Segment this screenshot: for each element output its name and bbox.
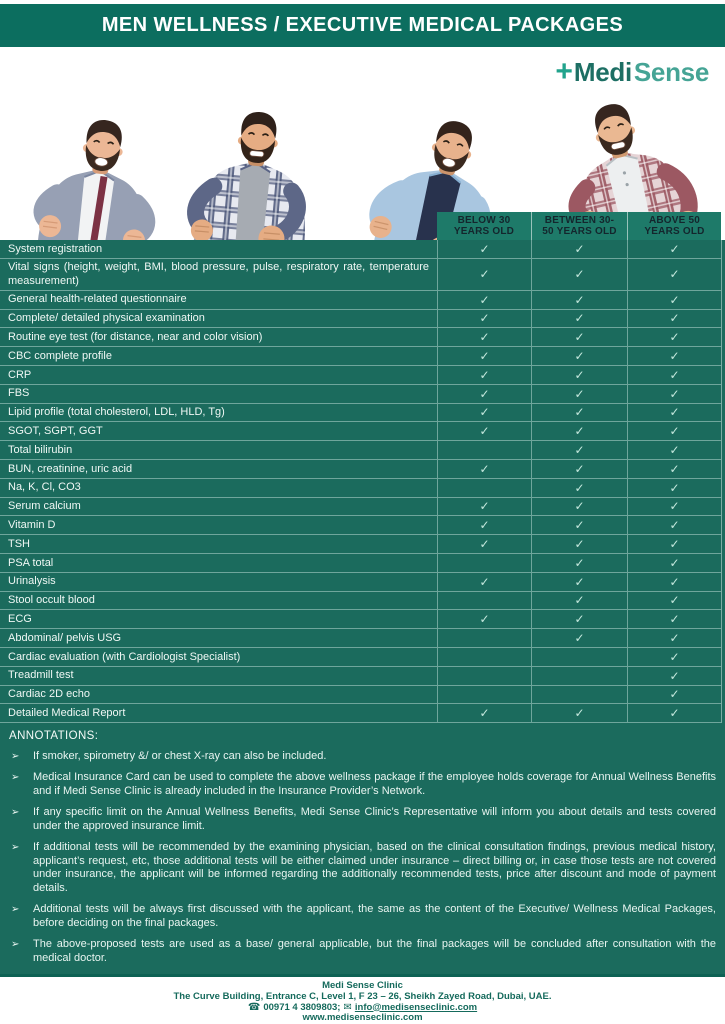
check-mark-cell [627, 498, 721, 516]
table-row [0, 460, 721, 479]
annotation-text: If additional tests will be recommended by the examining physician, based on the clinical consultation findings, previous medical history, applicant’s request, etc, those additional tests will be either claimed under insurance – direct billing or, in case those tests are not covered under insurance, the applicant will be informed regarding the additionally recommended tests, price after discount and mode of payment details. [33, 840, 716, 895]
table-row [0, 610, 721, 629]
column-header-below-30 [437, 212, 531, 240]
column-header-between-30-50 [531, 212, 627, 240]
check-mark-cell [437, 347, 531, 365]
logo-text-medi: Medi [573, 57, 632, 87]
check-mark-cell [627, 554, 721, 572]
check-mark-cell [437, 404, 531, 422]
check-icon: ✓ [574, 480, 585, 495]
check-mark-cell [627, 347, 721, 365]
check-icon: ✓ [479, 241, 490, 256]
test-name: Treadmill test [8, 669, 74, 682]
check-mark-cell [627, 291, 721, 309]
website: www.medisenseclinic.com [302, 1012, 423, 1024]
table-row [0, 479, 721, 498]
check-mark-cell [531, 441, 627, 459]
table-row [0, 592, 721, 611]
check-mark-cell [437, 516, 531, 534]
table-row [0, 259, 721, 291]
table-row [0, 328, 721, 347]
check-mark-cell [531, 592, 627, 610]
check-mark-cell [531, 310, 627, 328]
test-name: Abdominal/ pelvis USG [8, 631, 122, 644]
check-mark-cell [531, 516, 627, 534]
check-icon: ✓ [479, 537, 490, 552]
test-name: Cardiac evaluation (with Cardiologist Specialist) [8, 650, 241, 663]
check-mark-cell [531, 422, 627, 440]
check-icon: ✓ [479, 518, 490, 533]
test-name: Total bilirubin [8, 443, 73, 456]
table-row [0, 535, 721, 554]
annotations-heading: ANNOTATIONS: [9, 730, 99, 743]
table-row [0, 629, 721, 648]
check-mark-cell [627, 592, 721, 610]
check-icon: ✓ [574, 555, 585, 570]
check-icon: ✓ [574, 631, 585, 646]
check-icon: ✓ [669, 537, 680, 552]
check-mark-cell [531, 460, 627, 478]
check-icon: ✓ [574, 461, 585, 476]
test-name: TSH [8, 537, 30, 550]
check-icon: ✓ [669, 480, 680, 495]
check-icon: ✓ [669, 668, 680, 683]
check-mark-cell [437, 498, 531, 516]
check-icon: ✓ [669, 593, 680, 608]
check-mark-cell [531, 573, 627, 591]
check-mark-cell [437, 573, 531, 591]
table-row [0, 291, 721, 310]
check-icon: ✓ [574, 612, 585, 627]
check-mark-cell [531, 629, 627, 647]
test-name: Urinalysis [8, 575, 56, 588]
check-icon: ✓ [669, 405, 680, 420]
test-name: ECG [8, 612, 32, 625]
check-icon: ✓ [574, 405, 585, 420]
check-icon: ✓ [574, 267, 585, 282]
check-icon: ✓ [669, 424, 680, 439]
check-icon: ✓ [479, 367, 490, 382]
email-icon: ✉ [343, 1001, 352, 1013]
title-bar [0, 4, 725, 47]
check-icon: ✓ [479, 461, 490, 476]
check-icon: ✓ [669, 461, 680, 476]
check-icon: ✓ [669, 499, 680, 514]
check-mark-cell [627, 259, 721, 290]
check-icon: ✓ [669, 330, 680, 345]
test-name: System registration [8, 242, 103, 255]
check-icon: ✓ [574, 537, 585, 552]
check-mark-cell [437, 610, 531, 628]
test-name: CRP [8, 368, 32, 381]
check-icon: ✓ [574, 349, 585, 364]
check-mark-cell [437, 240, 531, 258]
arrow-bullet-icon: ➢ [11, 939, 20, 951]
check-mark-cell [627, 328, 721, 346]
table-row [0, 310, 721, 329]
check-mark-cell [531, 535, 627, 553]
check-mark-cell [531, 479, 627, 497]
check-mark-cell [627, 441, 721, 459]
table-row [0, 404, 721, 423]
check-icon: ✓ [669, 267, 680, 282]
check-mark-cell [627, 686, 721, 704]
check-icon: ✓ [479, 574, 490, 589]
column-header-above-50 [627, 212, 721, 240]
table-row [0, 441, 721, 460]
table-row [0, 648, 721, 667]
check-mark-cell [627, 240, 721, 258]
check-mark-cell [531, 704, 627, 722]
empty-cell [531, 686, 627, 704]
column-header-line: YEARS OLD [453, 226, 515, 237]
check-mark-cell [437, 460, 531, 478]
test-name: BUN, creatinine, uric acid [8, 462, 133, 475]
test-name: Detailed Medical Report [8, 706, 126, 719]
check-mark-cell [531, 347, 627, 365]
empty-cell [437, 629, 531, 647]
check-icon: ✓ [479, 706, 490, 721]
check-mark-cell [627, 385, 721, 403]
table-row [0, 516, 721, 535]
check-icon: ✓ [574, 241, 585, 256]
check-mark-cell [531, 366, 627, 384]
check-mark-cell [531, 240, 627, 258]
check-mark-cell [627, 629, 721, 647]
check-icon: ✓ [479, 499, 490, 514]
check-mark-cell [627, 667, 721, 685]
annotation-item [9, 806, 716, 834]
check-icon: ✓ [669, 241, 680, 256]
table-row [0, 686, 721, 705]
check-mark-cell [627, 404, 721, 422]
table-row [0, 667, 721, 686]
check-icon: ✓ [669, 649, 680, 664]
logo-text-sense: Sense [633, 57, 709, 87]
table-row [0, 422, 721, 441]
column-header-line: YEARS OLD [644, 226, 705, 237]
check-icon: ✓ [669, 612, 680, 627]
medisense-logo [555, 57, 709, 87]
empty-cell [437, 648, 531, 666]
check-mark-cell [627, 310, 721, 328]
annotation-text: The above-proposed tests are used as a base/ general applicable, but the final packages will be concluded after consultation with the medical doctor. [33, 938, 716, 964]
footer [0, 977, 725, 1024]
empty-cell [437, 592, 531, 610]
check-mark-cell [437, 535, 531, 553]
logo-row [0, 47, 725, 97]
hero-section [0, 97, 725, 240]
test-name: CBC complete profile [8, 349, 112, 362]
medical-cross-icon: + [555, 55, 573, 88]
annotation-text: If any specific limit on the Annual Wellness Benefits, Medi Sense Clinic’s Representative will inform you about details and tests covered under the approved insurance limit. [33, 805, 716, 832]
check-icon: ✓ [669, 443, 680, 458]
arrow-bullet-icon: ➢ [11, 751, 20, 763]
check-icon: ✓ [479, 267, 490, 282]
empty-cell [437, 479, 531, 497]
check-mark-cell [531, 498, 627, 516]
test-name: Serum calcium [8, 500, 81, 513]
annotation-item [9, 938, 716, 966]
check-icon: ✓ [669, 367, 680, 382]
table-row [0, 554, 721, 573]
check-icon: ✓ [669, 555, 680, 570]
check-icon: ✓ [669, 386, 680, 401]
test-name: PSA total [8, 556, 54, 569]
annotation-text: If smoker, spirometry &/ or chest X-ray can also be included. [33, 750, 327, 763]
table-row [0, 366, 721, 385]
phone-number: 00971 4 3809803; [263, 1001, 341, 1013]
medical-tests-table [0, 240, 722, 723]
empty-cell [437, 667, 531, 685]
check-icon: ✓ [669, 706, 680, 721]
check-icon: ✓ [669, 518, 680, 533]
check-mark-cell [627, 648, 721, 666]
table-row [0, 347, 721, 366]
check-icon: ✓ [479, 311, 490, 326]
check-mark-cell [437, 259, 531, 290]
age-group-headers [437, 212, 721, 240]
column-header-line: BELOW 30 [457, 214, 511, 226]
check-icon: ✓ [479, 330, 490, 345]
check-icon: ✓ [669, 631, 680, 646]
test-name: General health-related questionnaire [8, 293, 187, 306]
check-icon: ✓ [574, 593, 585, 608]
empty-cell [531, 648, 627, 666]
arrow-bullet-icon: ➢ [11, 841, 20, 853]
check-icon: ✓ [479, 405, 490, 420]
check-icon: ✓ [479, 386, 490, 401]
annotations-list [9, 750, 716, 966]
check-mark-cell [437, 366, 531, 384]
column-header-line: ABOVE 50 [648, 214, 701, 226]
check-icon: ✓ [574, 386, 585, 401]
check-icon: ✓ [669, 687, 680, 702]
check-icon: ✓ [574, 424, 585, 439]
annotation-item [9, 903, 716, 931]
check-mark-cell [627, 422, 721, 440]
phone-icon: ☎ [247, 1001, 261, 1013]
clinic-address: The Curve Building, Entrance C, Level 1, F 23 – 26, Sheikh Zayed Road, Dubai, UAE. [173, 990, 552, 1002]
check-icon: ✓ [574, 574, 585, 589]
column-header-line: 50 YEARS OLD [542, 226, 617, 237]
clinic-name: Medi Sense Clinic [322, 980, 403, 991]
annotation-item [9, 841, 716, 897]
check-mark-cell [437, 291, 531, 309]
email-link[interactable]: info@medisenseclinic.com [354, 1001, 478, 1013]
check-icon: ✓ [479, 424, 490, 439]
check-icon: ✓ [574, 292, 585, 307]
table-row [0, 240, 721, 259]
check-mark-cell [437, 328, 531, 346]
check-icon: ✓ [574, 311, 585, 326]
check-mark-cell [531, 291, 627, 309]
check-mark-cell [437, 385, 531, 403]
test-name: Lipid profile (total cholesterol, LDL, HLD, Tg) [8, 406, 225, 419]
arrow-bullet-icon: ➢ [11, 806, 20, 818]
test-name: Vital signs (height, weight, BMI, blood pressure, pulse, respiratory rate, temperature measurement) [8, 261, 429, 287]
check-mark-cell [531, 385, 627, 403]
arrow-bullet-icon: ➢ [11, 904, 20, 916]
annotation-item [9, 771, 716, 799]
check-icon: ✓ [479, 292, 490, 307]
check-mark-cell [437, 704, 531, 722]
arrow-bullet-icon: ➢ [11, 772, 20, 784]
annotation-text: Medical Insurance Card can be used to complete the above wellness package if the employee holds coverage for Annual Wellness Benefits and if Medi Sense Clinic is already included in the Insurance Provider’s Network. [33, 771, 716, 797]
check-mark-cell [627, 479, 721, 497]
check-icon: ✓ [479, 349, 490, 364]
check-mark-cell [627, 535, 721, 553]
test-name: Na, K, Cl, CO3 [8, 481, 81, 494]
test-name: Stool occult blood [8, 594, 95, 607]
check-mark-cell [531, 554, 627, 572]
table-row [0, 704, 721, 723]
column-header-line: BETWEEN 30- [544, 214, 615, 226]
annotation-item [9, 750, 716, 764]
check-mark-cell [627, 460, 721, 478]
table-row [0, 385, 721, 404]
table-row [0, 498, 721, 517]
test-name: Routine eye test (for distance, near and color vision) [8, 331, 263, 344]
check-icon: ✓ [669, 311, 680, 326]
test-name: Cardiac 2D echo [8, 688, 90, 701]
check-mark-cell [627, 610, 721, 628]
check-mark-cell [531, 328, 627, 346]
check-icon: ✓ [669, 292, 680, 307]
check-mark-cell [627, 516, 721, 534]
empty-cell [437, 441, 531, 459]
check-mark-cell [627, 704, 721, 722]
check-mark-cell [627, 573, 721, 591]
check-icon: ✓ [574, 367, 585, 382]
check-icon: ✓ [669, 574, 680, 589]
test-name: Complete/ detailed physical examination [8, 312, 205, 325]
empty-cell [437, 686, 531, 704]
content-body [0, 240, 725, 977]
check-icon: ✓ [574, 330, 585, 345]
check-mark-cell [437, 422, 531, 440]
check-icon: ✓ [669, 349, 680, 364]
annotation-text: Additional tests will be always first discussed with the applicant, the same as the content of the Executive/ Wellness Medical Packages, before deciding on the final packages. [33, 903, 716, 930]
annotations-section [0, 723, 725, 966]
test-name: FBS [8, 387, 30, 400]
empty-cell [531, 667, 627, 685]
check-icon: ✓ [574, 443, 585, 458]
check-icon: ✓ [574, 499, 585, 514]
check-mark-cell [627, 366, 721, 384]
table-row [0, 573, 721, 592]
empty-cell [437, 554, 531, 572]
check-mark-cell [437, 310, 531, 328]
test-name: Vitamin D [8, 519, 56, 531]
check-mark-cell [531, 259, 627, 290]
check-mark-cell [531, 610, 627, 628]
check-icon: ✓ [574, 706, 585, 721]
test-name: SGOT, SGPT, GGT [8, 425, 103, 438]
check-icon: ✓ [479, 612, 490, 627]
check-mark-cell [531, 404, 627, 422]
check-icon: ✓ [574, 518, 585, 533]
page-title: MEN WELLNESS / EXECUTIVE MEDICAL PACKAGES [101, 14, 624, 36]
